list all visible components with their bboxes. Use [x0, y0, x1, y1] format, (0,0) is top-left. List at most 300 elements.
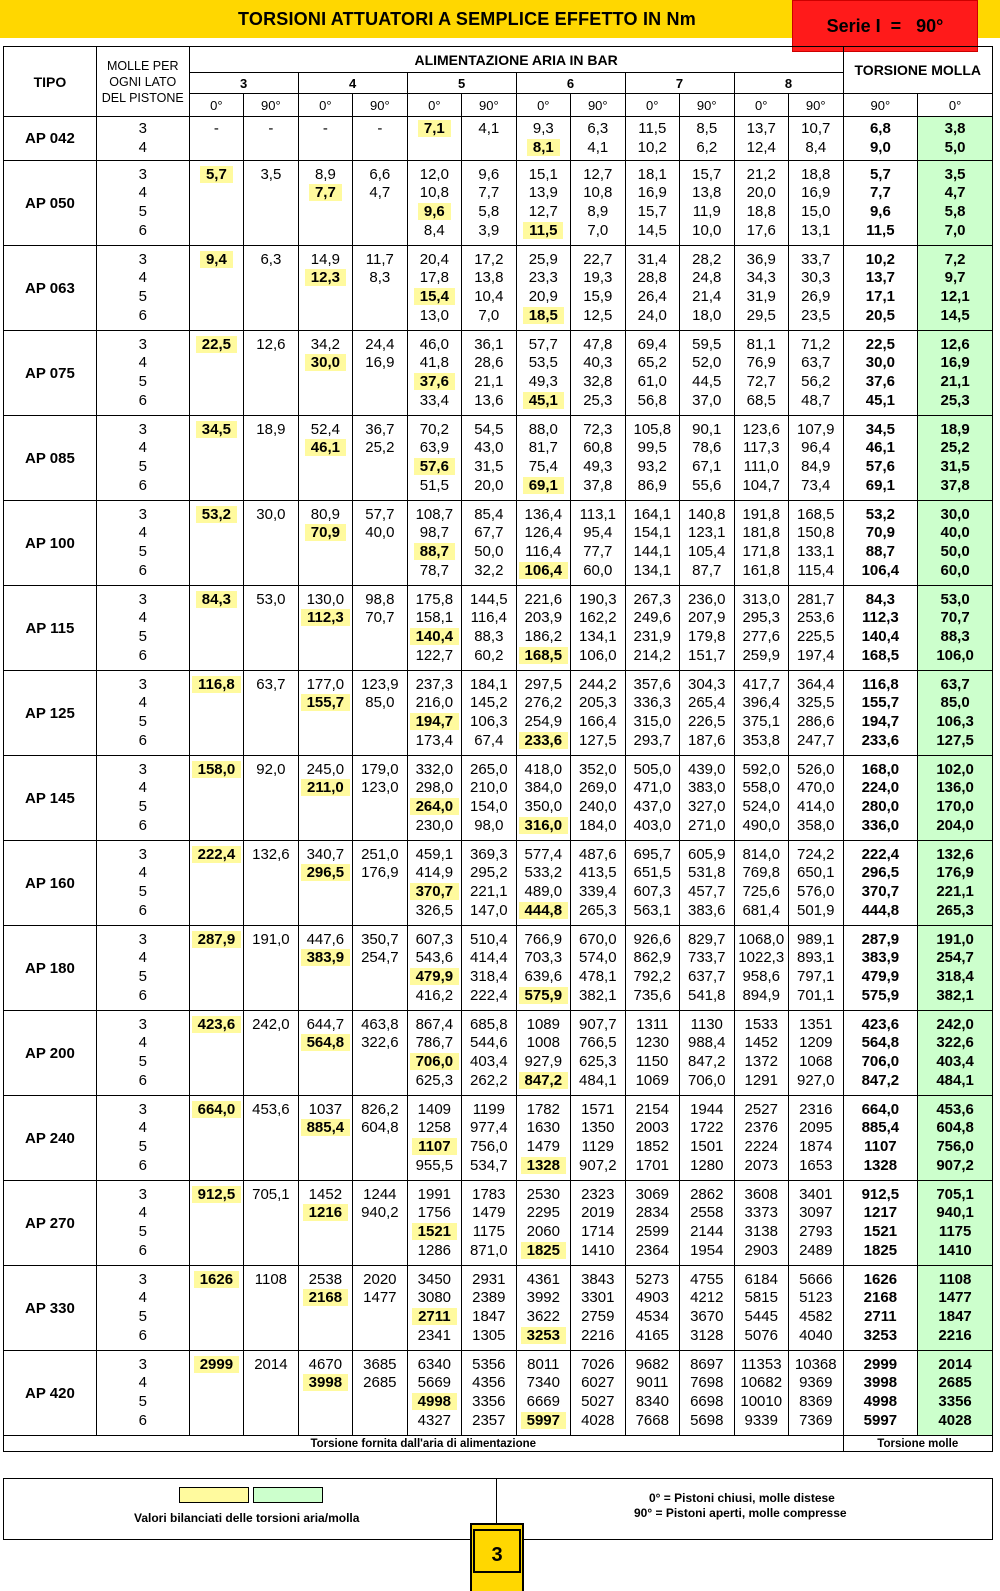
torque-value: 533,2 — [524, 864, 563, 882]
torque-cell — [462, 841, 516, 926]
torque-value: 10,4 — [474, 288, 504, 305]
table-row — [4, 1266, 993, 1351]
torque-value: 60,2 — [474, 646, 504, 664]
torque-value — [299, 458, 352, 477]
torque-value: 357,6 — [633, 675, 672, 693]
torque-value — [190, 883, 243, 902]
torque-value: 1305 — [472, 1326, 506, 1344]
torque-cell — [680, 1011, 734, 1096]
torque-cell — [407, 1096, 461, 1181]
legend-swatch-yellow — [179, 1487, 249, 1503]
spring-torque-0: 242,0 — [936, 1015, 974, 1033]
torque-value: 2931 — [472, 1270, 506, 1288]
spring-torque-90: 9,6 — [869, 203, 891, 220]
spring-torque-0: 63,7 — [940, 675, 970, 693]
torque-value: 7698 — [690, 1374, 724, 1392]
torque-value: 447,6 — [306, 930, 345, 948]
torque-cell — [571, 1011, 625, 1096]
torque-cell — [353, 1266, 407, 1351]
torque-value: 375,1 — [742, 713, 781, 730]
torque-value — [353, 477, 406, 496]
torque-value: 977,4 — [470, 1119, 508, 1137]
torque-cell — [244, 586, 298, 671]
torque-value: 955,5 — [415, 1156, 454, 1174]
springs-cell — [96, 501, 189, 586]
springs-value: 6 — [138, 476, 147, 494]
spring-torque-90: 233,6 — [861, 731, 900, 749]
torque-value: 78,6 — [692, 439, 722, 457]
torque-value — [353, 968, 406, 987]
torque-value: 2154 — [635, 1100, 669, 1118]
torque-value: 3401 — [799, 1185, 833, 1203]
torque-cell — [407, 1181, 461, 1266]
balanced-value: 1521 — [412, 1223, 457, 1240]
torque-value: 2020 — [363, 1270, 397, 1288]
torque-cell — [244, 501, 298, 586]
torque-value — [190, 269, 243, 288]
torque-value: 725,6 — [742, 883, 781, 900]
header-angle-0: 0° — [625, 94, 679, 117]
header-angle-90: 90° — [788, 94, 843, 117]
torque-cell — [516, 416, 570, 501]
spring-torque-90: 7,7 — [869, 184, 891, 202]
torque-value: 70,2 — [419, 420, 449, 438]
torque-value: 4,1 — [478, 119, 500, 137]
torque-value: 150,8 — [796, 524, 835, 542]
torque-cell — [788, 926, 843, 1011]
torque-value: 534,7 — [470, 1156, 508, 1174]
torque-value: 259,9 — [742, 646, 781, 664]
spring-torque-90: 706,0 — [861, 1053, 900, 1070]
torque-value: 78,7 — [419, 561, 449, 579]
torque-value: 3670 — [690, 1308, 724, 1325]
torque-cell — [189, 671, 243, 756]
springs-value: 4 — [138, 1204, 147, 1222]
torque-value: 57,7 — [365, 505, 395, 523]
torque-value: 340,7 — [306, 845, 345, 863]
balanced-value: 5,7 — [200, 166, 233, 183]
torque-value: 162,2 — [579, 609, 617, 627]
spring-torque-90-cell — [843, 1266, 918, 1351]
spring-torque-90: 575,9 — [861, 986, 900, 1004]
torque-value: 3069 — [635, 1185, 669, 1203]
spring-torque-0-cell — [918, 331, 993, 416]
table-row — [4, 416, 993, 501]
spring-torque-0: 1847 — [938, 1308, 972, 1325]
spring-torque-90: 5,7 — [869, 165, 891, 183]
torque-value: 1756 — [417, 1204, 452, 1222]
torque-value: 161,8 — [742, 561, 781, 579]
balanced-value: 12,3 — [305, 269, 346, 286]
torque-value: 116,4 — [525, 543, 562, 560]
torque-value: 18,8 — [746, 203, 776, 220]
torque-cell — [244, 331, 298, 416]
spring-torque-90-cell — [843, 671, 918, 756]
torque-value: 231,9 — [633, 628, 672, 645]
springs-cell — [96, 841, 189, 926]
balanced-value: 15,4 — [414, 288, 455, 305]
torque-value — [353, 883, 406, 902]
spring-torque-0: 31,5 — [940, 458, 970, 475]
torque-cell — [625, 1351, 679, 1436]
springs-value: 3 — [138, 930, 147, 948]
springs-value: 3 — [138, 505, 147, 523]
header-angle-0: 0° — [407, 94, 461, 117]
torque-value — [190, 439, 243, 458]
legend-balanced-text: Valori bilanciati delle torsioni aria/molla — [134, 1511, 360, 1525]
spring-torque-90-cell — [843, 756, 918, 841]
torque-value: 7369 — [799, 1411, 833, 1429]
torque-value: 106,0 — [579, 646, 617, 664]
springs-value: 4 — [138, 138, 147, 156]
torque-cell — [462, 161, 516, 246]
torque-value: 164,1 — [633, 505, 672, 523]
torque-value: 7340 — [526, 1374, 560, 1392]
balanced-value: 264,0 — [410, 798, 460, 815]
spring-torque-90: 17,1 — [865, 288, 895, 305]
torque-value — [299, 902, 352, 921]
torque-value — [353, 288, 406, 307]
torque-value: 563,1 — [633, 901, 672, 919]
torque-cell — [298, 117, 352, 161]
torque-value — [244, 1289, 297, 1308]
torque-value: 265,4 — [687, 694, 726, 712]
torque-value — [190, 392, 243, 411]
torque-cell — [353, 246, 407, 331]
torque-value: 2216 — [581, 1326, 615, 1344]
spring-torque-90-cell — [843, 246, 918, 331]
torque-value: 453,6 — [252, 1100, 290, 1118]
torque-value: 1175 — [472, 1223, 505, 1240]
torque-value: 3,9 — [478, 221, 500, 239]
torque-cell — [244, 841, 298, 926]
springs-value: 6 — [138, 1241, 147, 1259]
spring-torque-90: 370,7 — [861, 883, 900, 900]
torque-value: 17,8 — [419, 269, 449, 287]
torque-value — [353, 798, 406, 817]
torque-value: 383,0 — [687, 779, 726, 797]
torque-value: 1291 — [744, 1071, 778, 1089]
torque-value: 247,7 — [796, 731, 835, 749]
torque-value — [190, 1289, 243, 1308]
spring-torque-90: 11,5 — [866, 221, 895, 239]
torque-value: 63,9 — [419, 439, 449, 457]
torque-value: 1782 — [526, 1100, 560, 1118]
spring-torque-0: 7,0 — [944, 221, 966, 239]
torque-value: 136,4 — [524, 505, 563, 523]
torque-value: 98,0 — [474, 816, 504, 834]
spring-torque-0: 3,5 — [944, 165, 966, 183]
torque-value: 134,1 — [633, 561, 672, 579]
torque-cell — [189, 1351, 243, 1436]
torque-value: 179,8 — [687, 628, 726, 645]
torque-value: 1350 — [581, 1119, 615, 1137]
spring-torque-0: 1410 — [938, 1241, 972, 1259]
torque-value: 907,2 — [579, 1156, 617, 1174]
spring-torque-0: 50,0 — [940, 543, 970, 560]
torque-value: 1701 — [635, 1156, 669, 1174]
torque-value: 637,7 — [687, 968, 726, 985]
torque-cell — [734, 841, 788, 926]
torque-value: 332,0 — [415, 760, 454, 778]
spring-torque-90: 287,9 — [861, 930, 900, 948]
springs-value: 6 — [138, 901, 147, 919]
torque-value: 5123 — [799, 1289, 833, 1307]
spring-torque-90: 383,9 — [861, 949, 900, 967]
balanced-value: 3253 — [521, 1327, 566, 1344]
torque-value: 484,1 — [579, 1071, 617, 1089]
spring-torque-90: 1107 — [864, 1138, 897, 1155]
torque-value — [190, 354, 243, 373]
torque-value: 76,9 — [746, 354, 776, 372]
spring-torque-0: 106,0 — [936, 646, 974, 664]
torque-cell — [625, 1011, 679, 1096]
torque-value: - — [268, 119, 274, 137]
torque-value — [299, 477, 352, 496]
springs-value: 6 — [138, 1156, 147, 1174]
spring-torque-0: 907,2 — [936, 1156, 974, 1174]
torque-value: 111,0 — [743, 458, 779, 475]
torque-value — [244, 1374, 297, 1393]
torque-value — [299, 798, 352, 817]
balanced-value: 37,6 — [414, 373, 455, 390]
spring-torque-90: 3998 — [863, 1374, 898, 1392]
spring-torque-90: 2999 — [863, 1355, 898, 1373]
torque-cell — [298, 161, 352, 246]
torque-value — [353, 817, 406, 836]
torque-cell — [189, 246, 243, 331]
model-cell: AP 200 — [4, 1011, 97, 1096]
torque-cell — [734, 1181, 788, 1266]
header-angle-0: 0° — [298, 94, 352, 117]
springs-value: 5 — [138, 543, 147, 560]
torque-value: 1069 — [635, 1071, 669, 1089]
spring-torque-90: 222,4 — [861, 845, 900, 863]
torque-value: 132,6 — [252, 845, 290, 863]
torque-cell — [462, 1351, 516, 1436]
table-row — [4, 246, 993, 331]
torque-value: 8,5 — [696, 119, 718, 137]
torque-value: 10,7 — [801, 119, 831, 137]
torque-cell — [788, 1266, 843, 1351]
torque-cell — [625, 841, 679, 926]
springs-value: 5 — [138, 1223, 147, 1240]
spring-torque-0: 403,4 — [936, 1053, 974, 1070]
torque-value — [244, 817, 297, 836]
torque-value: 44,5 — [692, 373, 722, 390]
torque-value: 60,8 — [583, 439, 613, 457]
spring-torque-90-cell — [843, 501, 918, 586]
spring-torque-0-cell — [918, 416, 993, 501]
torque-value: 12,7 — [583, 165, 613, 183]
torque-value: 176,9 — [361, 864, 399, 882]
torque-cell — [625, 926, 679, 1011]
torque-value: 3,5 — [260, 165, 282, 183]
spring-torque-0: 85,0 — [940, 694, 970, 712]
torque-cell — [189, 117, 243, 161]
torque-value: 724,2 — [796, 845, 835, 863]
spring-torque-0: 9,7 — [944, 269, 966, 287]
torque-value: 14,9 — [310, 250, 340, 268]
torque-value — [244, 477, 297, 496]
header-pressure: 8 — [734, 73, 843, 94]
torque-value: 2489 — [799, 1241, 833, 1259]
torque-cell — [625, 756, 679, 841]
torque-value — [244, 628, 297, 647]
spring-torque-0: 322,6 — [936, 1034, 974, 1052]
torque-cell — [516, 671, 570, 756]
torque-value: 50,0 — [474, 543, 504, 560]
torque-value: 353,8 — [742, 731, 781, 749]
torque-value: 267,3 — [633, 590, 672, 608]
torque-value: 31,4 — [637, 250, 667, 268]
torque-cell — [516, 1096, 570, 1181]
torque-value: 72,7 — [746, 373, 776, 390]
torque-value — [244, 902, 297, 921]
torque-value: 1479 — [472, 1204, 506, 1222]
torque-value: 244,2 — [579, 675, 617, 693]
torque-cell — [680, 1096, 734, 1181]
spring-torque-0: 70,7 — [940, 609, 970, 627]
torque-value: 116,4 — [470, 609, 508, 627]
torque-value: 191,0 — [252, 930, 290, 948]
torque-value: 2793 — [799, 1223, 833, 1240]
torque-value — [299, 1242, 352, 1261]
torque-value: 175,8 — [415, 590, 454, 608]
torque-value: 604,8 — [361, 1119, 399, 1137]
torque-value — [190, 1157, 243, 1176]
spring-torque-90: 30,0 — [865, 354, 895, 372]
table-row — [4, 117, 993, 161]
springs-value: 4 — [138, 269, 147, 287]
torque-value: 10,2 — [637, 138, 667, 156]
header-angle-90: 90° — [680, 94, 734, 117]
balanced-value: 2168 — [303, 1289, 348, 1306]
torque-cell — [298, 586, 352, 671]
torque-value: 847,2 — [687, 1053, 726, 1070]
torque-value — [244, 288, 297, 307]
spring-torque-90: 140,4 — [861, 628, 900, 645]
torque-value: 733,7 — [687, 949, 726, 967]
torque-value — [353, 458, 406, 477]
legend-def-0: 0° = Pistoni chiusi, molle distese — [649, 1491, 835, 1505]
torque-value — [244, 562, 297, 581]
torque-value — [190, 373, 243, 392]
torque-value — [353, 222, 406, 241]
torque-value: 226,5 — [687, 713, 726, 730]
torque-value: 70,7 — [365, 609, 395, 627]
torque-value: 463,8 — [361, 1015, 399, 1033]
torque-value: 4534 — [635, 1308, 669, 1325]
torque-value: 59,5 — [692, 335, 722, 353]
torque-value — [190, 139, 243, 158]
torque-cell — [244, 161, 298, 246]
torque-cell — [680, 501, 734, 586]
torque-value — [353, 713, 406, 732]
torque-value: 18,0 — [692, 306, 722, 324]
torque-cell — [571, 161, 625, 246]
torque-cell — [244, 1096, 298, 1181]
torque-cell — [353, 671, 407, 756]
torque-value — [190, 1138, 243, 1157]
torque-value: 1230 — [635, 1034, 669, 1052]
torque-value — [190, 968, 243, 987]
legend-swatch-green — [253, 1487, 323, 1503]
torque-value — [244, 307, 297, 326]
torque-value: 251,0 — [361, 845, 399, 863]
model-cell: AP 085 — [4, 416, 97, 501]
header-alimentazione: ALIMENTAZIONE ARIA IN BAR — [189, 47, 843, 73]
springs-cell — [96, 246, 189, 331]
torque-value — [299, 392, 352, 411]
torque-value — [244, 779, 297, 798]
spring-torque-0: 382,1 — [936, 986, 974, 1004]
legend-def-90: 90° = Pistoni aperti, molle compresse — [634, 1506, 847, 1520]
torque-value — [244, 354, 297, 373]
torque-value — [353, 1223, 406, 1242]
torque-value: 2295 — [526, 1204, 560, 1222]
torque-cell — [516, 117, 570, 161]
torque-cell — [625, 671, 679, 756]
torque-value: 52,0 — [692, 354, 722, 372]
spring-torque-90: 296,5 — [861, 864, 900, 882]
torque-cell — [407, 246, 461, 331]
torque-cell — [189, 586, 243, 671]
table-row — [4, 841, 993, 926]
torque-value: 7,0 — [587, 221, 609, 239]
torque-value: 186,2 — [524, 628, 563, 645]
torque-value: 358,0 — [796, 816, 835, 834]
spring-torque-90-cell — [843, 331, 918, 416]
torque-value: 10682 — [740, 1374, 783, 1392]
torque-value: 24,0 — [637, 306, 667, 324]
torque-value: 13,7 — [746, 119, 776, 137]
spring-torque-0: 18,9 — [940, 420, 970, 438]
torque-value: 1068,0 — [738, 930, 785, 948]
torque-cell — [353, 416, 407, 501]
torque-value: 2019 — [581, 1204, 615, 1222]
torque-value: 21,2 — [746, 165, 776, 183]
springs-cell — [96, 331, 189, 416]
torque-cell — [625, 501, 679, 586]
table-row — [4, 1011, 993, 1096]
torque-cell — [516, 841, 570, 926]
torque-value: 23,5 — [801, 306, 831, 324]
torque-value: 24,8 — [692, 269, 722, 287]
torque-value: 558,0 — [742, 779, 781, 797]
torque-value: 105,8 — [633, 420, 672, 438]
torque-value: 52,4 — [310, 420, 340, 438]
torque-value: 49,3 — [583, 458, 613, 475]
torque-value: 403,0 — [633, 816, 672, 834]
torque-value — [299, 713, 352, 732]
springs-value: 4 — [138, 949, 147, 967]
torque-cell — [571, 756, 625, 841]
torque-value: 15,9 — [583, 288, 613, 305]
torque-value: 15,7 — [692, 165, 722, 183]
torque-value: 13,9 — [528, 184, 558, 202]
torque-value: 54,5 — [474, 420, 504, 438]
torque-value: 490,0 — [742, 816, 781, 834]
torque-value: 37,8 — [583, 476, 613, 494]
torque-cell — [571, 1096, 625, 1181]
spring-torque-0-cell — [918, 756, 993, 841]
torque-value: 5076 — [744, 1326, 778, 1344]
springs-value: 5 — [138, 1393, 147, 1410]
torque-value: 871,0 — [470, 1241, 508, 1259]
torque-value — [353, 1242, 406, 1261]
torque-value — [299, 1412, 352, 1431]
